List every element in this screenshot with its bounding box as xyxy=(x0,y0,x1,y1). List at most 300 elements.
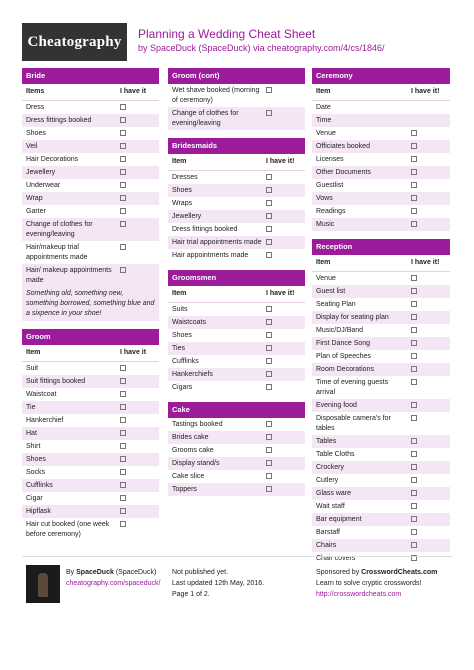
footer-sponsor-pre: Sponsored by xyxy=(316,569,362,576)
checkbox-cell xyxy=(266,109,302,116)
byline-by: by xyxy=(138,43,151,53)
footer xyxy=(22,556,452,606)
checklist-item-label: Hat xyxy=(26,429,37,437)
checklist-row xyxy=(312,101,450,114)
checklist-item-label: Socks xyxy=(26,468,46,476)
checklist-row xyxy=(168,329,305,342)
checklist-item-label: Tables xyxy=(316,437,337,445)
checklist-row xyxy=(168,197,305,210)
checklist-row xyxy=(312,205,450,218)
checklist-row xyxy=(312,218,450,231)
checkbox-cell xyxy=(120,494,156,501)
section-title: Bride xyxy=(22,68,159,84)
checkbox[interactable] xyxy=(120,378,126,384)
checkbox-cell xyxy=(411,489,447,496)
checklist-item-label: Music xyxy=(316,220,335,228)
footer-sponsor-url[interactable]: http://crosswordcheats.com xyxy=(316,591,402,598)
checklist-item-label: Seating Plan xyxy=(316,300,356,308)
checklist-item-label: Dresses xyxy=(172,173,198,181)
checkbox[interactable] xyxy=(266,174,272,180)
checkbox-cell xyxy=(411,194,447,201)
checklist-row xyxy=(168,483,305,496)
checklist-item-label: Underwear xyxy=(26,181,61,189)
checklist-item-label: Hankerchiefs xyxy=(172,370,213,378)
checklist-row xyxy=(22,505,159,518)
checklist-item-label: Suit fittings booked xyxy=(26,377,86,385)
checkbox[interactable] xyxy=(266,447,272,453)
checkbox-cell xyxy=(120,390,156,397)
section-groom-cont xyxy=(168,68,305,130)
checklist-row xyxy=(312,513,450,526)
checklist-row xyxy=(168,184,305,197)
checkbox[interactable] xyxy=(411,130,417,136)
checkbox-cell xyxy=(266,199,302,206)
checklist-row xyxy=(22,479,159,492)
footer-author xyxy=(66,567,160,589)
checklist-row xyxy=(312,399,450,412)
checkbox-cell xyxy=(411,502,447,509)
checkbox[interactable] xyxy=(120,130,126,136)
checkbox[interactable] xyxy=(120,195,126,201)
checklist-row xyxy=(312,285,450,298)
checkbox-cell xyxy=(266,344,302,351)
author-avatar[interactable] xyxy=(26,565,60,603)
checkbox-cell xyxy=(266,420,302,427)
checklist-item-label: Change of clothes for evening/leaving xyxy=(26,220,93,238)
checkbox[interactable] xyxy=(266,486,272,492)
checkbox-cell xyxy=(411,220,447,227)
checklist-item-label: Officiates booked xyxy=(316,142,370,150)
checkbox[interactable] xyxy=(120,417,126,423)
checkbox-cell xyxy=(266,331,302,338)
footer-meta xyxy=(172,567,264,600)
checklist-row xyxy=(168,444,305,457)
checklist-item-label: Suits xyxy=(172,305,188,313)
checklist-item-label: Brides cake xyxy=(172,433,209,441)
footer-page: Page 1 of 2. xyxy=(172,591,210,598)
checkbox-cell xyxy=(120,377,156,384)
checkbox[interactable] xyxy=(266,306,272,312)
checklist-row xyxy=(22,166,159,179)
checklist-row xyxy=(168,457,305,470)
checklist-item-label: Chair covers xyxy=(316,554,356,562)
checklist-row xyxy=(22,153,159,166)
checkbox[interactable] xyxy=(120,443,126,449)
checklist-row xyxy=(22,375,159,388)
checklist-row xyxy=(168,236,305,249)
checklist-item-label: Grooms cake xyxy=(172,446,214,454)
checkbox-cell xyxy=(266,86,302,93)
checkbox[interactable] xyxy=(411,464,417,470)
checkbox-cell xyxy=(120,155,156,162)
checklist-item-label: Evening food xyxy=(316,401,357,409)
checkbox[interactable] xyxy=(266,213,272,219)
checklist-item-label: Tastings booked xyxy=(172,420,223,428)
checklist-row xyxy=(312,311,450,324)
checkbox[interactable] xyxy=(120,244,126,250)
column-header xyxy=(312,84,450,101)
checklist-row xyxy=(168,107,305,130)
checkbox-cell xyxy=(411,142,447,149)
checklist-item-label: Shoes xyxy=(26,455,46,463)
header xyxy=(0,0,474,62)
checklist-item-label: Wrap xyxy=(26,194,43,202)
section-reception xyxy=(312,239,450,565)
checklist-row xyxy=(22,114,159,127)
header-have-it: I have it xyxy=(120,88,147,95)
checkbox[interactable] xyxy=(120,508,126,514)
checkbox[interactable] xyxy=(120,521,126,527)
checkbox-cell xyxy=(120,416,156,423)
footer-author-url[interactable]: cheatography.com/spaceduck/ xyxy=(66,580,161,587)
checklist-row xyxy=(22,492,159,505)
checklist-row xyxy=(168,303,305,316)
checklist xyxy=(22,362,159,541)
checkbox-cell xyxy=(120,455,156,462)
checklist-row xyxy=(312,166,450,179)
section-bridesmaids xyxy=(168,138,305,262)
footer-author-name[interactable]: SpaceDuck xyxy=(76,569,114,576)
cheatography-logo[interactable]: Cheatography xyxy=(22,23,127,61)
checklist-row xyxy=(22,218,159,241)
checkbox[interactable] xyxy=(266,319,272,325)
checkbox[interactable] xyxy=(266,87,272,93)
checkbox-cell xyxy=(120,507,156,514)
section-groom xyxy=(22,329,159,541)
section-ceremony xyxy=(312,68,450,231)
byline-via: via xyxy=(250,43,268,53)
checkbox-cell xyxy=(411,515,447,522)
checklist-item-label: Hipflask xyxy=(26,507,51,515)
checkbox[interactable] xyxy=(411,327,417,333)
checkbox[interactable] xyxy=(411,275,417,281)
author-link[interactable]: SpaceDuck (SpaceDuck) xyxy=(150,43,251,53)
checklist-row xyxy=(168,210,305,223)
checklist-row xyxy=(312,350,450,363)
checklist-row xyxy=(22,127,159,140)
checkbox[interactable] xyxy=(266,460,272,466)
checklist-row xyxy=(312,461,450,474)
checklist-row xyxy=(168,84,305,107)
checklist-row xyxy=(22,205,159,218)
checklist-item-label: Hair/ makeup appointments made xyxy=(26,266,112,284)
sheet-url-link[interactable]: cheatography.com/4/cs/1846/ xyxy=(267,43,385,53)
checkbox[interactable] xyxy=(120,482,126,488)
header-item: Item xyxy=(316,88,331,95)
checkbox[interactable] xyxy=(411,143,417,149)
checkbox[interactable] xyxy=(266,187,272,193)
checkbox-cell xyxy=(411,168,447,175)
checkbox[interactable] xyxy=(266,371,272,377)
checkbox[interactable] xyxy=(411,301,417,307)
checklist-item-label: Table Cloths xyxy=(316,450,355,458)
column-header xyxy=(22,84,159,101)
checkbox[interactable] xyxy=(266,358,272,364)
checkbox[interactable] xyxy=(266,434,272,440)
checklist-item-label: Shoes xyxy=(172,331,192,339)
checkbox[interactable] xyxy=(120,404,126,410)
checklist-item-label: Venue xyxy=(316,274,336,282)
checklist-item-label: Wait staff xyxy=(316,502,345,510)
footer-sponsor-name[interactable]: CrosswordCheats.com xyxy=(361,569,438,576)
checkbox-cell xyxy=(411,207,447,214)
checkbox[interactable] xyxy=(411,353,417,359)
checkbox[interactable] xyxy=(120,469,126,475)
checklist-item-label: Waistcoat xyxy=(26,390,57,398)
checklist-item-label: Display for seating plan xyxy=(316,313,389,321)
checkbox-cell xyxy=(266,370,302,377)
checkbox[interactable] xyxy=(411,477,417,483)
checkbox[interactable] xyxy=(120,267,126,273)
checklist-row xyxy=(22,362,159,375)
checklist-row xyxy=(312,179,450,192)
header-have-it: I have it! xyxy=(411,88,440,95)
checklist-item-label: Waistcoats xyxy=(172,318,206,326)
checkbox[interactable] xyxy=(120,221,126,227)
checklist-item-label: Cigar xyxy=(26,494,43,502)
checkbox[interactable] xyxy=(120,104,126,110)
checklist-item-label: Room Decorations xyxy=(316,365,374,373)
checklist-row xyxy=(22,388,159,401)
checklist xyxy=(168,171,305,262)
checklist-item-label: Cufflinks xyxy=(26,481,53,489)
checkbox-cell xyxy=(411,378,447,385)
checklist-item-label: Garter xyxy=(26,207,46,215)
checklist-row xyxy=(22,241,159,264)
checklist-item-label: Crockery xyxy=(316,463,345,471)
checkbox[interactable] xyxy=(266,332,272,338)
checklist-row xyxy=(312,140,450,153)
column-1 xyxy=(22,68,159,549)
checkbox[interactable] xyxy=(120,456,126,462)
checkbox[interactable] xyxy=(411,221,417,227)
section-title: Ceremony xyxy=(312,68,450,84)
checklist-row xyxy=(312,324,450,337)
checkbox[interactable] xyxy=(120,169,126,175)
checklist-row xyxy=(312,298,450,311)
checkbox[interactable] xyxy=(411,195,417,201)
checkbox[interactable] xyxy=(266,473,272,479)
checkbox[interactable] xyxy=(411,529,417,535)
checklist-item-label: Dress xyxy=(26,103,45,111)
checklist-item-label: Cigars xyxy=(172,383,193,391)
checkbox[interactable] xyxy=(266,421,272,427)
checklist xyxy=(168,418,305,496)
checkbox[interactable] xyxy=(120,495,126,501)
section-title: Bridesmaids xyxy=(168,138,305,154)
checkbox-cell xyxy=(411,437,447,444)
checkbox-cell xyxy=(120,129,156,136)
checklist xyxy=(22,101,159,287)
checkbox-cell xyxy=(411,352,447,359)
checklist-row xyxy=(168,470,305,483)
checklist-item-label: Suit xyxy=(26,364,39,372)
checklist-item-label: Jewellery xyxy=(26,168,56,176)
checklist-item-label: Tie xyxy=(26,403,36,411)
checkbox[interactable] xyxy=(411,314,417,320)
checkbox-cell xyxy=(120,116,156,123)
checklist-row xyxy=(22,401,159,414)
checkbox-cell xyxy=(411,300,447,307)
checkbox[interactable] xyxy=(411,402,417,408)
checkbox[interactable] xyxy=(120,208,126,214)
checkbox[interactable] xyxy=(120,391,126,397)
checklist-item-label: Bar equipment xyxy=(316,515,362,523)
checklist-item-label: Plan of Speeches xyxy=(316,352,371,360)
checkbox-cell xyxy=(411,103,447,104)
checkbox[interactable] xyxy=(120,182,126,188)
checklist-row xyxy=(168,431,305,444)
checkbox[interactable] xyxy=(411,415,417,421)
checklist-row xyxy=(22,453,159,466)
checklist xyxy=(312,101,450,231)
checklist-item-label: Vows xyxy=(316,194,333,202)
checkbox[interactable] xyxy=(266,239,272,245)
checkbox[interactable] xyxy=(411,542,417,548)
checkbox-cell xyxy=(120,181,156,188)
checkbox[interactable] xyxy=(411,516,417,522)
checkbox[interactable] xyxy=(120,156,126,162)
checkbox-cell xyxy=(411,450,447,457)
checklist-item-label: Wet shave booked (morning of ceremony) xyxy=(172,86,260,104)
checkbox-cell xyxy=(120,266,156,273)
checklist-item-label: Disposable camera's for tables xyxy=(316,414,391,432)
checklist-item-label: Shoes xyxy=(26,129,46,137)
checklist-item-label: Hair appointments made xyxy=(172,251,249,259)
checkbox-cell xyxy=(411,129,447,136)
checkbox-cell xyxy=(266,357,302,364)
checkbox[interactable] xyxy=(266,226,272,232)
section-title: Groom (cont) xyxy=(168,68,305,84)
checkbox-cell xyxy=(266,238,302,245)
checkbox-cell xyxy=(266,485,302,492)
section-title: Groomsmen xyxy=(168,270,305,286)
checklist-item-label: Hankerchief xyxy=(26,416,64,424)
header-item: Item xyxy=(26,349,41,356)
checkbox[interactable] xyxy=(411,169,417,175)
checkbox-cell xyxy=(120,403,156,410)
checkbox[interactable] xyxy=(411,182,417,188)
checkbox[interactable] xyxy=(411,288,417,294)
checkbox-cell xyxy=(120,481,156,488)
checkbox-cell xyxy=(120,442,156,449)
header-item: Item xyxy=(172,158,187,165)
checkbox[interactable] xyxy=(120,430,126,436)
checkbox-cell xyxy=(411,365,447,372)
column-2 xyxy=(168,68,305,504)
checklist-item-label: Shoes xyxy=(172,186,192,194)
checklist-item-label: Hair trial appointments made xyxy=(172,238,262,246)
header-item: Item xyxy=(316,259,331,266)
checklist-item-label: Guestlist xyxy=(316,181,344,189)
checklist-row xyxy=(312,412,450,435)
column-3 xyxy=(312,68,450,573)
checkbox[interactable] xyxy=(411,366,417,372)
checkbox-cell xyxy=(411,181,447,188)
footer-author-paren: (SpaceDuck) xyxy=(113,569,157,576)
checklist-row xyxy=(168,418,305,431)
checklist-item-label: First Dance Song xyxy=(316,339,371,347)
checkbox-cell xyxy=(120,194,156,201)
checkbox-cell xyxy=(266,225,302,232)
checkbox-cell xyxy=(411,155,447,162)
checkbox-cell xyxy=(411,414,447,421)
checklist-item-label: Wraps xyxy=(172,199,193,207)
checkbox[interactable] xyxy=(411,438,417,444)
checkbox-cell xyxy=(411,116,447,117)
section-title: Cake xyxy=(168,402,305,418)
checkbox[interactable] xyxy=(266,110,272,116)
checklist xyxy=(168,303,305,394)
footer-sponsor-tag: Learn to solve cryptic crosswords! xyxy=(316,580,422,587)
checklist-row xyxy=(22,179,159,192)
checkbox[interactable] xyxy=(120,117,126,123)
checklist-item-label: Hair Decorations xyxy=(26,155,79,163)
checklist-item-label: Toppers xyxy=(172,485,197,493)
checklist-item-label: Shirt xyxy=(26,442,41,450)
checklist-row xyxy=(312,376,450,399)
checkbox-cell xyxy=(266,305,302,312)
checklist-row xyxy=(312,337,450,350)
checkbox-cell xyxy=(266,459,302,466)
checkbox-cell xyxy=(120,142,156,149)
checkbox[interactable] xyxy=(411,379,417,385)
checklist-item-label: Venue xyxy=(316,129,336,137)
checkbox[interactable] xyxy=(120,143,126,149)
column-header xyxy=(312,255,450,272)
byline xyxy=(138,43,384,53)
checkbox[interactable] xyxy=(411,490,417,496)
checkbox-cell xyxy=(411,339,447,346)
checkbox-cell xyxy=(266,173,302,180)
checkbox[interactable] xyxy=(411,451,417,457)
checkbox[interactable] xyxy=(266,252,272,258)
checklist-row xyxy=(22,192,159,205)
checklist-row xyxy=(22,414,159,427)
checkbox-cell xyxy=(266,472,302,479)
checklist-row xyxy=(22,101,159,114)
checklist-item-label: Change of clothes for evening/leaving xyxy=(172,109,239,127)
checkbox-cell xyxy=(120,220,156,227)
checklist-item-label: Guest list xyxy=(316,287,346,295)
checkbox[interactable] xyxy=(411,156,417,162)
checklist-item-label: Dress fittings booked xyxy=(26,116,92,124)
checkbox[interactable] xyxy=(266,384,272,390)
checklist-item-label: Time of evening guests arrival xyxy=(316,378,389,396)
checkbox-cell xyxy=(120,468,156,475)
checklist-row xyxy=(22,440,159,453)
checklist-item-label: Cutlery xyxy=(316,476,339,484)
page-title: Planning a Wedding Cheat Sheet xyxy=(138,27,316,41)
checklist-item-label: Jewellery xyxy=(172,212,202,220)
checkbox-cell xyxy=(411,476,447,483)
checkbox[interactable] xyxy=(411,503,417,509)
checkbox[interactable] xyxy=(120,365,126,371)
section-note: Something old, something new, something borrowed, something blue and a sixpence in your shoe! xyxy=(22,287,159,321)
checklist-row xyxy=(22,466,159,479)
checkbox[interactable] xyxy=(266,200,272,206)
checklist-item-label: Licenses xyxy=(316,155,344,163)
checkbox[interactable] xyxy=(266,345,272,351)
checkbox-cell xyxy=(411,463,447,470)
checklist-item-label: Hair/makeup trial appointments made xyxy=(26,243,88,261)
checklist-item-label: Cake slice xyxy=(172,472,205,480)
checkbox[interactable] xyxy=(411,208,417,214)
checkbox-cell xyxy=(120,103,156,110)
checkbox-cell xyxy=(266,433,302,440)
section-groomsmen xyxy=(168,270,305,394)
checkbox[interactable] xyxy=(411,340,417,346)
